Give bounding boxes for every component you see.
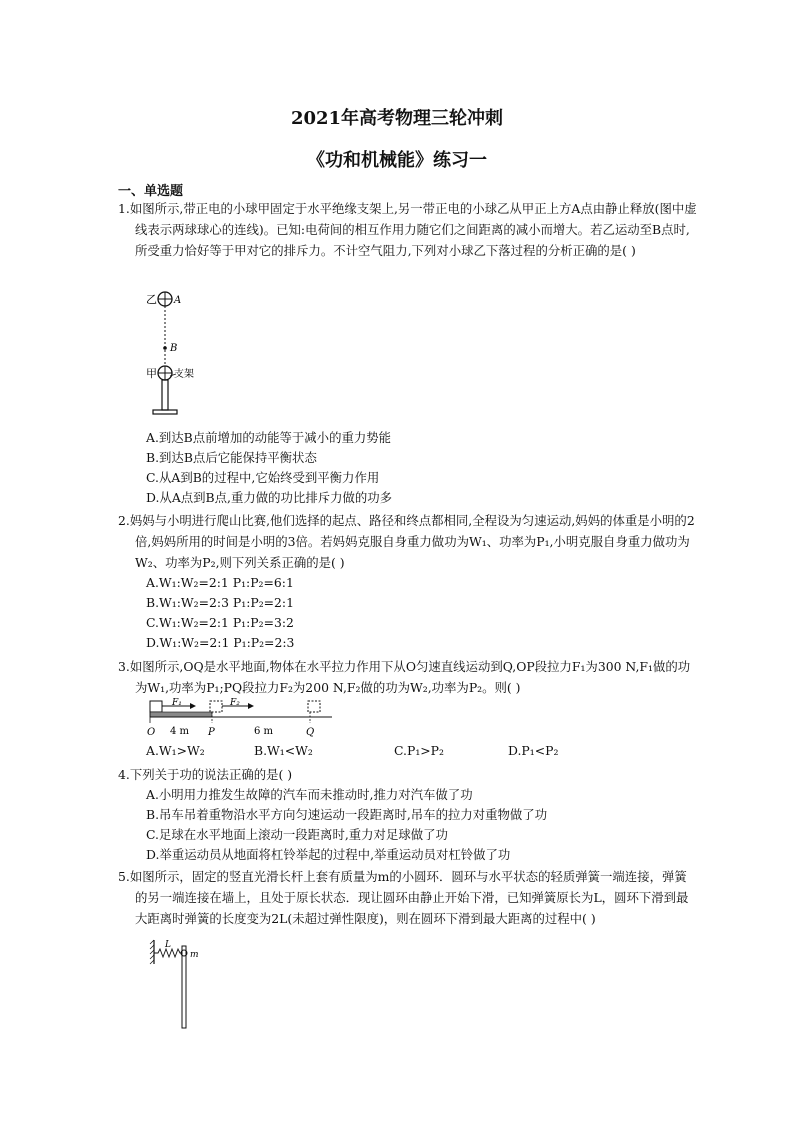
q4-option-a: A.小明用力推发生故障的汽车而未推动时,推力对汽车做了功 [146, 787, 473, 802]
rough-ground-OP [150, 712, 212, 717]
question-4-options [146, 785, 547, 865]
fig1-label-A: A [174, 295, 182, 306]
question-3-stem: 3.如图所示,OQ是水平地面,物体在水平拉力作用下从O匀速直线运动到Q,OP段拉力F₁为300 N,F₁做的功为W₁,功率为P₁;PQ段拉力F₂为200 N,F₂做的功为W₂,功率为P₂。则( ) [118, 659, 691, 695]
block-at-Q [308, 701, 320, 712]
page-title: 2021年高考物理三轮冲刺 [290, 108, 504, 129]
q2-option-c: C.W₁:W₂=2:1 P₁:P₂=3:2 [146, 615, 294, 630]
question-1-options [146, 428, 392, 508]
fig5-label-L: L [165, 940, 171, 950]
fig1-label-stand: 支架 [174, 369, 194, 380]
q2-option-a: A.W₁:W₂=2:1 P₁:P₂=6:1 [146, 575, 294, 590]
q1-option-a: A.到达B点前增加的动能等于减小的重力势能 [146, 430, 392, 445]
page-subtitle: 《功和机械能》练习一 [307, 150, 487, 171]
fig3-label-d2: 6 m [254, 726, 274, 737]
question-1-figure [140, 286, 220, 420]
fig3-label-d1: 4 m [170, 726, 190, 737]
q2-option-d: D.W₁:W₂=2:1 P₁:P₂=2:3 [146, 635, 295, 650]
question-5-figure [148, 938, 208, 1030]
block-at-P [210, 701, 222, 712]
fig1-label-yi: 乙 [146, 293, 157, 306]
q1-option-b: B.到达B点后它能保持平衡状态 [146, 450, 317, 465]
q3-option-c: C.P₁>P₂ [394, 743, 444, 758]
spring [154, 949, 182, 957]
section-heading: 一、单选题 [118, 184, 184, 199]
fig3-label-Q: Q [306, 727, 315, 738]
vertical-rod [182, 946, 186, 1028]
stand-pole [162, 380, 168, 410]
q4-option-d: D.举重运动员从地面将杠铃举起的过程中,举重运动员对杠铃做了功 [146, 847, 511, 862]
question-1 [118, 198, 698, 261]
q1-option-d: D.从A点到B点,重力做的功比排斥力做的功多 [146, 490, 393, 505]
question-2 [118, 510, 698, 573]
question-2-options [146, 573, 294, 653]
q4-option-c: C.足球在水平地面上滚动一段距离时,重力对足球做了功 [146, 827, 448, 842]
question-1-stem: 1.如图所示,带正电的小球甲固定于水平绝缘支架上,另一带正电的小球乙从甲正上方A点由静止释放(图中虚线表示两球球心的连线)。已知:电荷间的相互作用力随它们之间距离的减小而增大。若乙运动至B点时,所受重力恰好等于甲对它的排斥力。不计空气阻力,下列对小球乙下落过程的分析正确的是( ) [118, 201, 697, 258]
q2-option-b: B.W₁:W₂=2:3 P₁:P₂=2:1 [146, 595, 294, 610]
q3-option-b: B.W₁<W₂ [254, 743, 313, 758]
question-2-stem: 2.妈妈与小明进行爬山比赛,他们选择的起点、路径和终点都相同,全程设为匀速运动,妈妈的体重是小明的2倍,妈妈所用的时间是小明的3倍。若妈妈克服自身重力做功为W₁、功率为P₁,小明克服自身重力做功为W₂、功率为P₂,则下列关系正确的是( ) [118, 513, 695, 570]
fig3-label-P: P [208, 727, 215, 738]
stand-base [153, 410, 177, 414]
fig3-label-F2: F₂ [230, 698, 240, 708]
question-3 [118, 656, 698, 698]
question-5 [118, 866, 698, 929]
q3-option-a: A.W₁>W₂ [146, 743, 205, 758]
point-B [163, 346, 167, 350]
q1-option-c: C.从A到B的过程中,它始终受到平衡力作用 [146, 470, 380, 485]
question-3-figure [142, 698, 342, 740]
fig5-label-m: m [190, 950, 199, 960]
fig1-label-B: B [170, 343, 178, 354]
fig3-label-F1: F₁ [172, 698, 182, 708]
q3-option-d: D.P₁<P₂ [508, 743, 559, 758]
question-5-stem: 5.如图所示，固定的竖直光滑长杆上套有质量为m的小圆环．圆环与水平状态的轻质弹簧一端连接，弹簧的另一端连接在墙上，且处于原长状态．现让圆环由静止开始下滑，已知弹簧原长为L，圆环下滑到最大距离时弹簧的长度变为2L(未超过弹性限度)，则在圆环下滑到最大距离的过程中( ) [118, 869, 689, 926]
question-4 [118, 764, 698, 785]
q4-option-b: B.吊车吊着重物沿水平方向匀速运动一段距离时,吊车的拉力对重物做了功 [146, 807, 548, 822]
fig3-label-O: O [147, 727, 156, 738]
question-4-stem: 4.下列关于功的说法正确的是( ) [118, 767, 293, 782]
block-start [150, 701, 162, 712]
fig1-label-jia: 甲 [146, 367, 157, 380]
